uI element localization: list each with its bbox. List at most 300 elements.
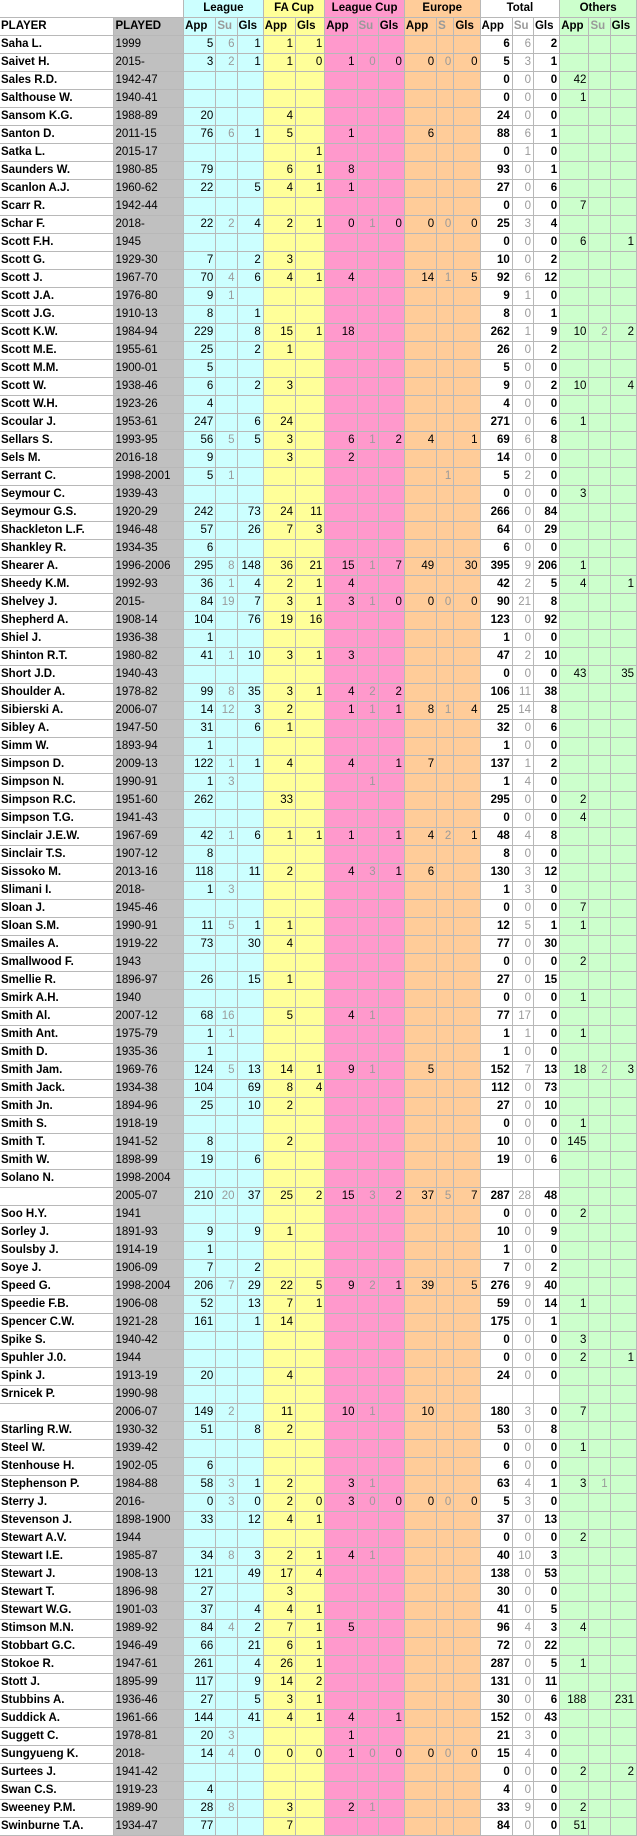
stat-cell bbox=[454, 1764, 480, 1782]
stat-cell bbox=[378, 738, 404, 756]
stat-cell bbox=[610, 432, 636, 450]
stat-cell: 0 bbox=[533, 1746, 559, 1764]
stat-cell bbox=[357, 828, 378, 846]
stat-cell: 3 bbox=[263, 594, 295, 612]
stat-cell bbox=[357, 900, 378, 918]
player-name-cell: Seymour C. bbox=[0, 486, 114, 504]
stat-cell: 1 bbox=[295, 828, 324, 846]
stat-cell: 14 bbox=[263, 1314, 295, 1332]
stat-cell bbox=[378, 162, 404, 180]
stat-cell bbox=[263, 810, 295, 828]
stat-cell bbox=[560, 972, 589, 990]
stat-cell bbox=[216, 1584, 237, 1602]
stat-cell: 0 bbox=[512, 1764, 533, 1782]
player-name-cell: Simpson R.C. bbox=[0, 792, 114, 810]
stat-cell: 5 bbox=[533, 1602, 559, 1620]
player-name-cell: Sissoko M. bbox=[0, 864, 114, 882]
stat-cell: 1 bbox=[237, 126, 263, 144]
stat-cell: 25 bbox=[263, 1188, 295, 1206]
stat-cell: 73 bbox=[184, 936, 216, 954]
stat-cell bbox=[589, 1440, 610, 1458]
stat-cell: 1 bbox=[357, 1008, 378, 1026]
stat-cell bbox=[295, 468, 324, 486]
table-row bbox=[0, 1530, 637, 1548]
stat-cell bbox=[454, 1134, 480, 1152]
player-name-cell: Slimani I. bbox=[0, 882, 114, 900]
stat-cell: 152 bbox=[480, 1062, 512, 1080]
stat-cell: 144 bbox=[184, 1710, 216, 1728]
stat-cell: 3 bbox=[295, 522, 324, 540]
stat-cell: 69 bbox=[237, 1080, 263, 1098]
stat-cell bbox=[589, 594, 610, 612]
stat-cell bbox=[610, 864, 636, 882]
stat-cell bbox=[610, 1260, 636, 1278]
stat-cell bbox=[295, 414, 324, 432]
stat-cell: 58 bbox=[184, 1476, 216, 1494]
stat-cell bbox=[325, 1368, 357, 1386]
stat-cell: 10 bbox=[560, 324, 589, 342]
stat-cell bbox=[378, 1782, 404, 1800]
stat-cell bbox=[325, 1116, 357, 1134]
stat-cell: 0 bbox=[533, 540, 559, 558]
stat-cell bbox=[589, 1080, 610, 1098]
stat-cell bbox=[378, 1458, 404, 1476]
table-row bbox=[0, 1368, 637, 1386]
player-name-cell: Santon D. bbox=[0, 126, 114, 144]
stat-cell bbox=[437, 1260, 454, 1278]
stat-cell bbox=[454, 108, 480, 126]
stat-cell: 0 bbox=[533, 90, 559, 108]
stat-cell bbox=[589, 1152, 610, 1170]
stat-cell: 0 bbox=[533, 792, 559, 810]
stat-cell bbox=[357, 234, 378, 252]
stat-cell bbox=[610, 738, 636, 756]
played-years-cell: 1943 bbox=[114, 954, 184, 972]
stat-cell: 6 bbox=[184, 540, 216, 558]
stat-cell bbox=[295, 702, 324, 720]
stat-cell bbox=[560, 180, 589, 198]
stat-cell bbox=[357, 1530, 378, 1548]
stat-cell bbox=[295, 1386, 324, 1404]
stat-cell: 0 bbox=[533, 738, 559, 756]
stat-cell: 2 bbox=[560, 1764, 589, 1782]
stat-cell: 1 bbox=[325, 126, 357, 144]
stat-cell: 1 bbox=[357, 702, 378, 720]
stat-cell: 149 bbox=[184, 1404, 216, 1422]
played-years-cell: 1989-92 bbox=[114, 1620, 184, 1638]
stat-cell bbox=[404, 738, 436, 756]
stat-cell: 4 bbox=[404, 432, 436, 450]
stat-cell bbox=[404, 1800, 436, 1818]
table-row bbox=[0, 666, 637, 684]
stat-cell bbox=[216, 486, 237, 504]
stat-cell: 48 bbox=[480, 828, 512, 846]
stat-cell bbox=[325, 1224, 357, 1242]
stat-cell: 10 bbox=[480, 252, 512, 270]
stat-cell bbox=[437, 882, 454, 900]
stat-cell: 0 bbox=[480, 1350, 512, 1368]
stat-cell: 8 bbox=[237, 1422, 263, 1440]
stat-cell bbox=[378, 1422, 404, 1440]
stat-cell: 1 bbox=[295, 1602, 324, 1620]
group-header-total: Total bbox=[480, 0, 560, 18]
stat-cell bbox=[589, 612, 610, 630]
stat-cell bbox=[610, 702, 636, 720]
table-row bbox=[0, 36, 637, 54]
stat-cell: 8 bbox=[533, 828, 559, 846]
table-row bbox=[0, 1116, 637, 1134]
stat-cell: 0 bbox=[512, 1116, 533, 1134]
stat-cell: 5 bbox=[237, 180, 263, 198]
stat-cell bbox=[216, 324, 237, 342]
stat-cell: 2 bbox=[357, 1278, 378, 1296]
stat-cell bbox=[378, 846, 404, 864]
stat-cell bbox=[216, 1134, 237, 1152]
stat-cell bbox=[610, 1566, 636, 1584]
group-header-league-cup: League Cup bbox=[325, 0, 405, 18]
stat-cell: 0 bbox=[533, 1206, 559, 1224]
stat-cell: 148 bbox=[237, 558, 263, 576]
stat-cell: 188 bbox=[560, 1692, 589, 1710]
stat-cell bbox=[184, 900, 216, 918]
stat-cell bbox=[610, 360, 636, 378]
stat-cell bbox=[216, 1692, 237, 1710]
table-row bbox=[0, 1170, 637, 1188]
stat-cell bbox=[295, 432, 324, 450]
played-years-cell: 1989-90 bbox=[114, 1800, 184, 1818]
stat-cell bbox=[295, 72, 324, 90]
stat-cell bbox=[216, 990, 237, 1008]
stat-cell: 0 bbox=[378, 594, 404, 612]
stat-cell bbox=[216, 378, 237, 396]
stat-cell bbox=[357, 90, 378, 108]
stat-cell: 0 bbox=[533, 630, 559, 648]
stat-cell: 0 bbox=[480, 954, 512, 972]
stat-cell bbox=[216, 612, 237, 630]
stat-cell bbox=[378, 1296, 404, 1314]
stat-cell bbox=[357, 270, 378, 288]
stat-cell bbox=[237, 1530, 263, 1548]
stat-cell: 15 bbox=[325, 1188, 357, 1206]
stat-cell: 0 bbox=[533, 666, 559, 684]
stat-cell bbox=[237, 990, 263, 1008]
stat-cell bbox=[184, 1206, 216, 1224]
stat-cell: 0 bbox=[533, 198, 559, 216]
stat-cell bbox=[454, 378, 480, 396]
played-years-cell: 1939-43 bbox=[114, 486, 184, 504]
stat-cell: 1 bbox=[295, 1620, 324, 1638]
stat-cell bbox=[237, 1242, 263, 1260]
stat-cell bbox=[325, 954, 357, 972]
stat-cell: 0 bbox=[512, 1242, 533, 1260]
stat-cell bbox=[610, 162, 636, 180]
stat-cell bbox=[437, 648, 454, 666]
stat-cell: 8 bbox=[216, 1548, 237, 1566]
stat-cell bbox=[560, 1422, 589, 1440]
stat-cell: 92 bbox=[533, 612, 559, 630]
stat-cell bbox=[357, 396, 378, 414]
table-row bbox=[0, 1782, 637, 1800]
stat-cell: 1 bbox=[325, 1746, 357, 1764]
stat-cell bbox=[560, 774, 589, 792]
stat-cell: 84 bbox=[184, 594, 216, 612]
stat-cell: 41 bbox=[480, 1602, 512, 1620]
stat-cell: 42 bbox=[184, 828, 216, 846]
stat-cell: 15 bbox=[237, 972, 263, 990]
group-header-row bbox=[0, 0, 637, 18]
player-name-cell: Swan C.S. bbox=[0, 1782, 114, 1800]
stat-cell: 1 bbox=[480, 1026, 512, 1044]
stat-cell: 37 bbox=[237, 1188, 263, 1206]
stat-cell bbox=[295, 342, 324, 360]
stat-cell: 36 bbox=[184, 576, 216, 594]
stat-cell: 15 bbox=[325, 558, 357, 576]
stat-cell: 9 bbox=[533, 324, 559, 342]
stat-cell: 5 bbox=[184, 360, 216, 378]
stat-cell bbox=[378, 414, 404, 432]
played-years-cell: 1938-46 bbox=[114, 378, 184, 396]
stat-cell bbox=[404, 1224, 436, 1242]
played-years-cell: 2005-07 bbox=[114, 1188, 184, 1206]
stat-cell: 42 bbox=[560, 72, 589, 90]
played-years-cell: 1906-08 bbox=[114, 1296, 184, 1314]
stat-cell bbox=[589, 1170, 610, 1188]
stat-cell bbox=[437, 1242, 454, 1260]
stat-cell bbox=[325, 918, 357, 936]
stat-cell bbox=[216, 630, 237, 648]
stat-cell bbox=[237, 1170, 263, 1188]
stat-cell bbox=[216, 1530, 237, 1548]
played-years-cell: 1936-38 bbox=[114, 630, 184, 648]
stat-cell bbox=[454, 1620, 480, 1638]
group-header-fa-cup: FA Cup bbox=[263, 0, 325, 18]
stat-cell: 10 bbox=[237, 648, 263, 666]
player-name-cell: Stewart T. bbox=[0, 1584, 114, 1602]
player-name-cell: Smailes A. bbox=[0, 936, 114, 954]
stat-cell bbox=[216, 1170, 237, 1188]
stat-cell bbox=[357, 1206, 378, 1224]
stat-cell: 43 bbox=[533, 1710, 559, 1728]
table-row bbox=[0, 774, 637, 792]
table-row bbox=[0, 1764, 637, 1782]
stat-cell bbox=[560, 1314, 589, 1332]
stat-cell bbox=[404, 1008, 436, 1026]
table-row bbox=[0, 828, 637, 846]
stat-cell: 0 bbox=[404, 1494, 436, 1512]
stat-cell bbox=[295, 738, 324, 756]
stat-cell bbox=[560, 288, 589, 306]
stat-cell bbox=[404, 468, 436, 486]
stat-cell bbox=[237, 1008, 263, 1026]
stat-cell: 295 bbox=[480, 792, 512, 810]
player-name-cell: Smith T. bbox=[0, 1134, 114, 1152]
stat-cell: 33 bbox=[480, 1800, 512, 1818]
stat-cell: 3 bbox=[325, 648, 357, 666]
stat-cell: 1 bbox=[378, 864, 404, 882]
stat-cell bbox=[216, 1512, 237, 1530]
stat-cell: 0 bbox=[533, 1008, 559, 1026]
stat-cell bbox=[437, 810, 454, 828]
played-years-cell: 1934-47 bbox=[114, 1818, 184, 1836]
stat-cell: 26 bbox=[237, 522, 263, 540]
stat-cell bbox=[437, 1656, 454, 1674]
stat-cell bbox=[357, 540, 378, 558]
stat-cell bbox=[437, 396, 454, 414]
player-name-cell: Smith D. bbox=[0, 1044, 114, 1062]
stat-cell bbox=[404, 630, 436, 648]
stat-cell bbox=[378, 1638, 404, 1656]
stat-cell bbox=[216, 1260, 237, 1278]
stat-cell: 12 bbox=[480, 918, 512, 936]
stat-cell bbox=[454, 1260, 480, 1278]
stat-cell: 4 bbox=[512, 828, 533, 846]
stat-cell: 47 bbox=[480, 648, 512, 666]
stat-cell bbox=[216, 666, 237, 684]
stat-cell: 57 bbox=[184, 522, 216, 540]
stat-cell: 229 bbox=[184, 324, 216, 342]
player-name-cell: Stimson M.N. bbox=[0, 1620, 114, 1638]
stat-cell: 0 bbox=[533, 1404, 559, 1422]
stat-cell bbox=[357, 1242, 378, 1260]
stat-cell: 0 bbox=[512, 1584, 533, 1602]
stat-cell: 63 bbox=[480, 1476, 512, 1494]
stat-cell: 0 bbox=[512, 1638, 533, 1656]
stat-cell: 19 bbox=[216, 594, 237, 612]
stat-cell bbox=[437, 234, 454, 252]
stat-cell: 1 bbox=[533, 126, 559, 144]
stat-cell bbox=[404, 810, 436, 828]
player-name-cell: Simm W. bbox=[0, 738, 114, 756]
stat-cell: 0 bbox=[533, 1242, 559, 1260]
stat-cell bbox=[610, 1458, 636, 1476]
stat-cell bbox=[560, 1746, 589, 1764]
played-years-cell: 1940-42 bbox=[114, 1332, 184, 1350]
stat-cell: 2 bbox=[216, 1404, 237, 1422]
stat-cell: 0 bbox=[263, 1746, 295, 1764]
stat-cell: 0 bbox=[512, 1566, 533, 1584]
stat-cell bbox=[295, 1098, 324, 1116]
stat-cell bbox=[263, 1116, 295, 1134]
stat-cell bbox=[378, 1566, 404, 1584]
stat-cell: 287 bbox=[480, 1188, 512, 1206]
stat-cell: 4 bbox=[512, 774, 533, 792]
stat-cell bbox=[237, 1116, 263, 1134]
stat-cell bbox=[357, 990, 378, 1008]
stat-cell: 56 bbox=[184, 432, 216, 450]
stat-cell bbox=[295, 1368, 324, 1386]
stat-cell bbox=[454, 1404, 480, 1422]
stat-cell: 4 bbox=[216, 1620, 237, 1638]
stat-cell bbox=[295, 918, 324, 936]
stat-cell bbox=[295, 396, 324, 414]
stat-cell bbox=[216, 1080, 237, 1098]
stat-cell bbox=[237, 1404, 263, 1422]
stat-cell bbox=[237, 162, 263, 180]
stat-cell bbox=[378, 360, 404, 378]
stat-cell bbox=[589, 72, 610, 90]
stat-cell bbox=[454, 522, 480, 540]
stat-cell: 4 bbox=[325, 1548, 357, 1566]
stat-cell: 1 bbox=[560, 414, 589, 432]
played-years-cell: 1942-47 bbox=[114, 72, 184, 90]
stat-cell: 6 bbox=[512, 270, 533, 288]
stat-cell bbox=[437, 1764, 454, 1782]
stat-cell: 2 bbox=[263, 1548, 295, 1566]
stat-cell: 2 bbox=[263, 216, 295, 234]
stat-cell: 295 bbox=[184, 558, 216, 576]
stat-cell bbox=[357, 252, 378, 270]
stat-cell: 37 bbox=[480, 1512, 512, 1530]
stat-cell bbox=[237, 90, 263, 108]
stat-cell: 88 bbox=[480, 126, 512, 144]
stat-cell: 7 bbox=[216, 1278, 237, 1296]
stat-cell bbox=[295, 1224, 324, 1242]
stat-cell: 0 bbox=[357, 1494, 378, 1512]
stat-cell: 76 bbox=[184, 126, 216, 144]
player-name-cell: Stubbins A. bbox=[0, 1692, 114, 1710]
played-years-cell: 2009-13 bbox=[114, 756, 184, 774]
stat-cell: 9 bbox=[184, 450, 216, 468]
stat-cell bbox=[560, 54, 589, 72]
stat-cell bbox=[560, 1008, 589, 1026]
stat-cell: 1 bbox=[184, 630, 216, 648]
stat-cell bbox=[357, 1368, 378, 1386]
stat-cell: 0 bbox=[378, 1746, 404, 1764]
stat-cell: 77 bbox=[480, 936, 512, 954]
stat-cell bbox=[404, 1170, 436, 1188]
stat-cell bbox=[184, 954, 216, 972]
stat-cell bbox=[325, 792, 357, 810]
stat-cell: 0 bbox=[512, 666, 533, 684]
stat-cell: 1 bbox=[533, 54, 559, 72]
played-years-cell: 1896-98 bbox=[114, 1584, 184, 1602]
stat-cell: 3 bbox=[325, 594, 357, 612]
stat-cell bbox=[295, 306, 324, 324]
stat-cell bbox=[357, 180, 378, 198]
stat-cell bbox=[357, 1656, 378, 1674]
stat-cell bbox=[437, 1170, 454, 1188]
stat-cell bbox=[378, 468, 404, 486]
stat-cell bbox=[610, 216, 636, 234]
stat-cell bbox=[357, 1260, 378, 1278]
stat-cell bbox=[589, 1044, 610, 1062]
stat-cell: 0 bbox=[437, 1746, 454, 1764]
stat-cell: 33 bbox=[263, 792, 295, 810]
played-years-cell: 1929-30 bbox=[114, 252, 184, 270]
table-row bbox=[0, 1746, 637, 1764]
stat-cell: 21 bbox=[480, 1728, 512, 1746]
stat-cell bbox=[589, 1116, 610, 1134]
stat-cell bbox=[263, 882, 295, 900]
stat-cell bbox=[437, 1782, 454, 1800]
stat-cell: 17 bbox=[512, 1008, 533, 1026]
stat-cell: 79 bbox=[184, 162, 216, 180]
stat-cell: 2 bbox=[263, 864, 295, 882]
stat-cell: 0 bbox=[512, 1440, 533, 1458]
stat-cell bbox=[295, 1800, 324, 1818]
played-years-cell: 1920-29 bbox=[114, 504, 184, 522]
stat-cell bbox=[560, 720, 589, 738]
stat-cell bbox=[560, 504, 589, 522]
stat-cell: 0 bbox=[404, 1746, 436, 1764]
stat-cell bbox=[437, 774, 454, 792]
stat-cell bbox=[610, 342, 636, 360]
stat-cell: 7 bbox=[512, 1062, 533, 1080]
stat-cell bbox=[216, 108, 237, 126]
stat-cell bbox=[454, 1368, 480, 1386]
stat-cell: 0 bbox=[533, 1782, 559, 1800]
player-name-cell: Stephenson P. bbox=[0, 1476, 114, 1494]
